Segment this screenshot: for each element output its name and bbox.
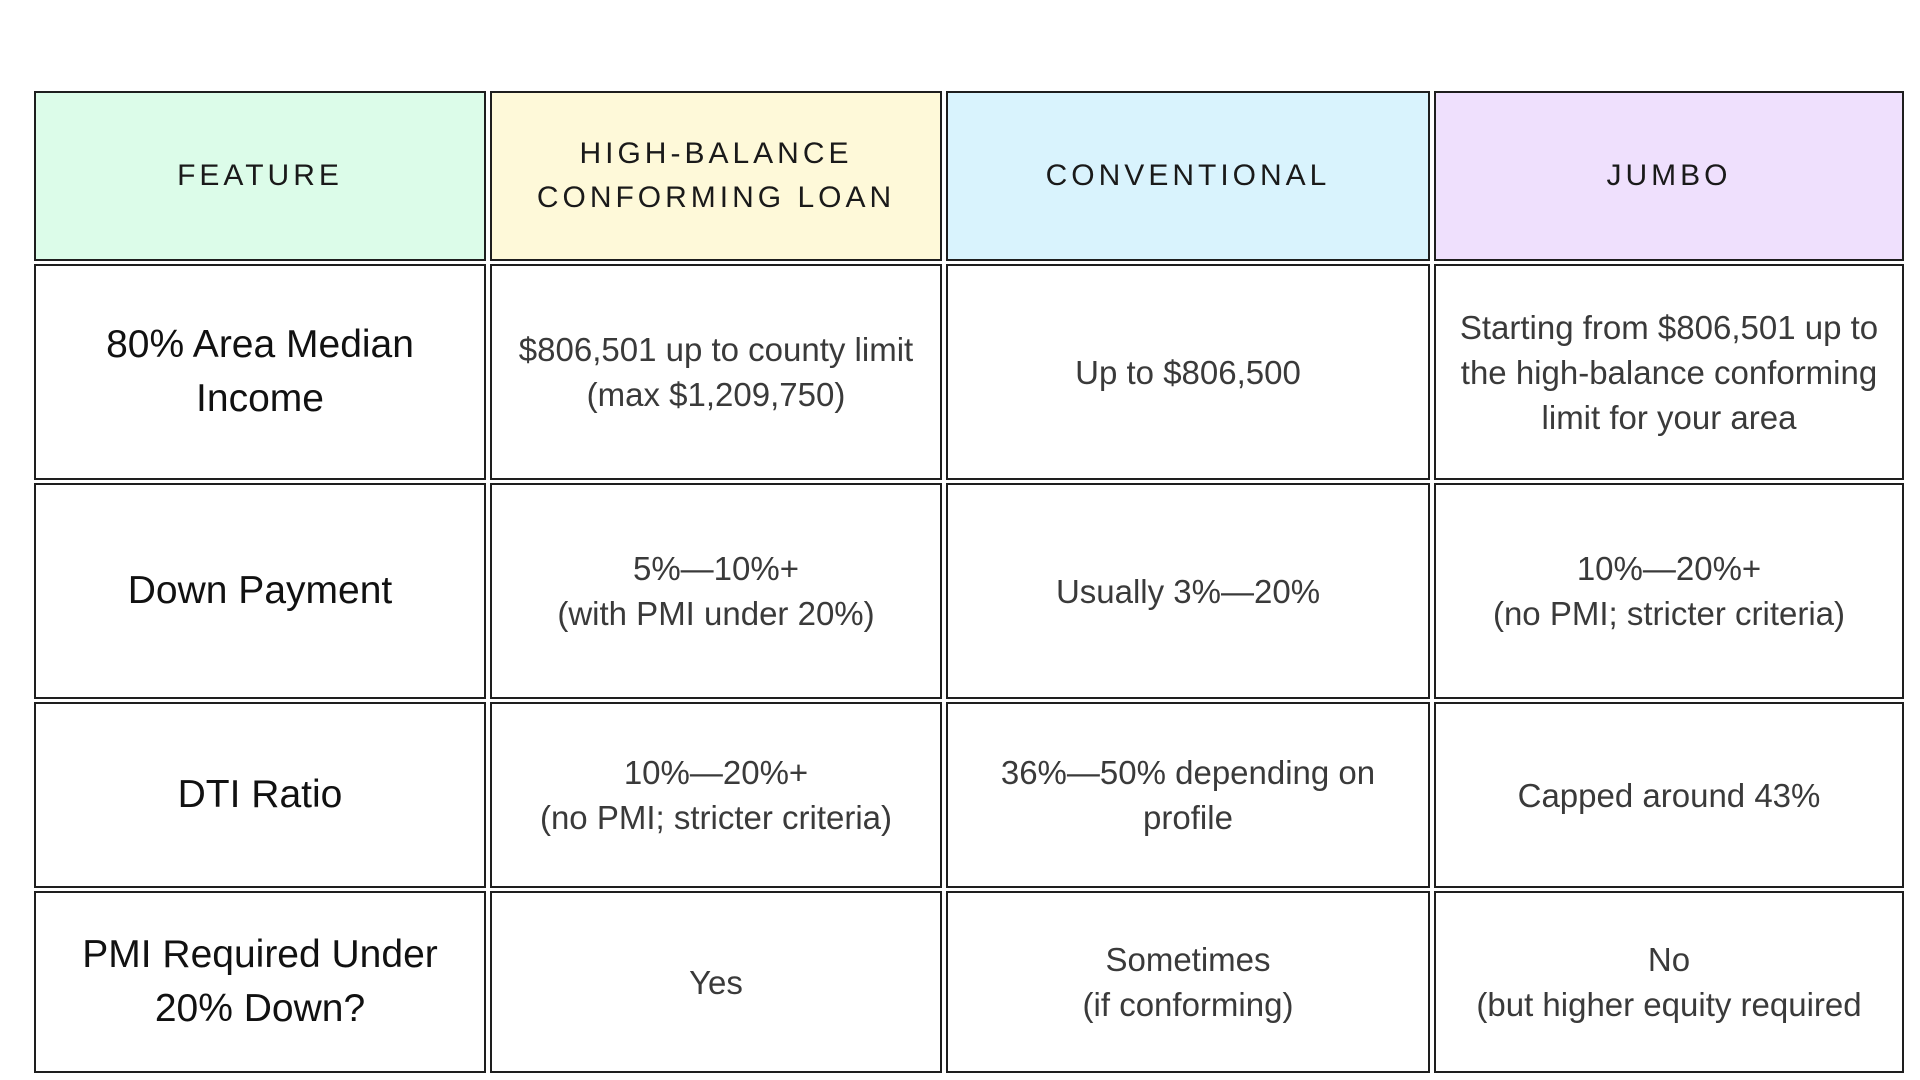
table-row (34, 702, 1904, 888)
jumbo-cell (1434, 483, 1904, 699)
cell-line: (no PMI; stricter criteria) (539, 799, 893, 836)
cell-line: (max $1,209,750) (586, 376, 846, 413)
jumbo-cell (1434, 702, 1904, 888)
header-conventional: CONVENTIONAL (946, 91, 1430, 261)
cell-line: Up to $806,500 (1075, 353, 1301, 391)
cell-line: (if conforming) (1082, 986, 1294, 1023)
feature-cell: DTI Ratio (34, 702, 486, 888)
cell-line: No (1647, 941, 1691, 978)
high-balance-cell (490, 702, 942, 888)
comparison-table-wrapper (30, 88, 1900, 1076)
cell-line: $806,501 up to county limit (518, 331, 914, 368)
conventional-cell (946, 702, 1430, 888)
cell-line: 36%—50% depending on profile (1000, 754, 1376, 836)
cell-line: Yes (689, 963, 743, 1001)
cell-line: (with PMI under 20%) (557, 595, 875, 632)
feature-cell: PMI Required Under 20% Down? (34, 891, 486, 1073)
cell-line: Sometimes (1105, 941, 1271, 978)
table-row (34, 264, 1904, 480)
conventional-cell (946, 483, 1430, 699)
cell-line: 5%—10%+ (632, 550, 799, 587)
table-row (34, 483, 1904, 699)
jumbo-cell (1434, 264, 1904, 480)
cell-line: 10%—20%+ (623, 754, 809, 791)
cell-line: Usually 3%—20% (1055, 572, 1321, 610)
table-header-row (34, 91, 1904, 261)
loan-comparison-table (30, 88, 1908, 1076)
header-feature: FEATURE (34, 91, 486, 261)
cell-line: 10%—20%+ (1576, 550, 1762, 587)
conventional-cell (946, 891, 1430, 1073)
header-high-balance: HIGH-BALANCE CONFORMING LOAN (490, 91, 942, 261)
high-balance-cell (490, 483, 942, 699)
cell-line: Starting from $806,501 up to the high-balance conforming limit for your area (1459, 308, 1879, 436)
jumbo-cell (1434, 891, 1904, 1073)
conventional-cell (946, 264, 1430, 480)
header-jumbo: JUMBO (1434, 91, 1904, 261)
cell-line: Capped around 43% (1517, 776, 1821, 814)
cell-line: (but higher equity required (1476, 986, 1862, 1023)
feature-cell: Down Payment (34, 483, 486, 699)
feature-cell: 80% Area Median Income (34, 264, 486, 480)
table-row (34, 891, 1904, 1073)
cell-line: (no PMI; stricter criteria) (1492, 595, 1846, 632)
high-balance-cell (490, 891, 942, 1073)
high-balance-cell (490, 264, 942, 480)
